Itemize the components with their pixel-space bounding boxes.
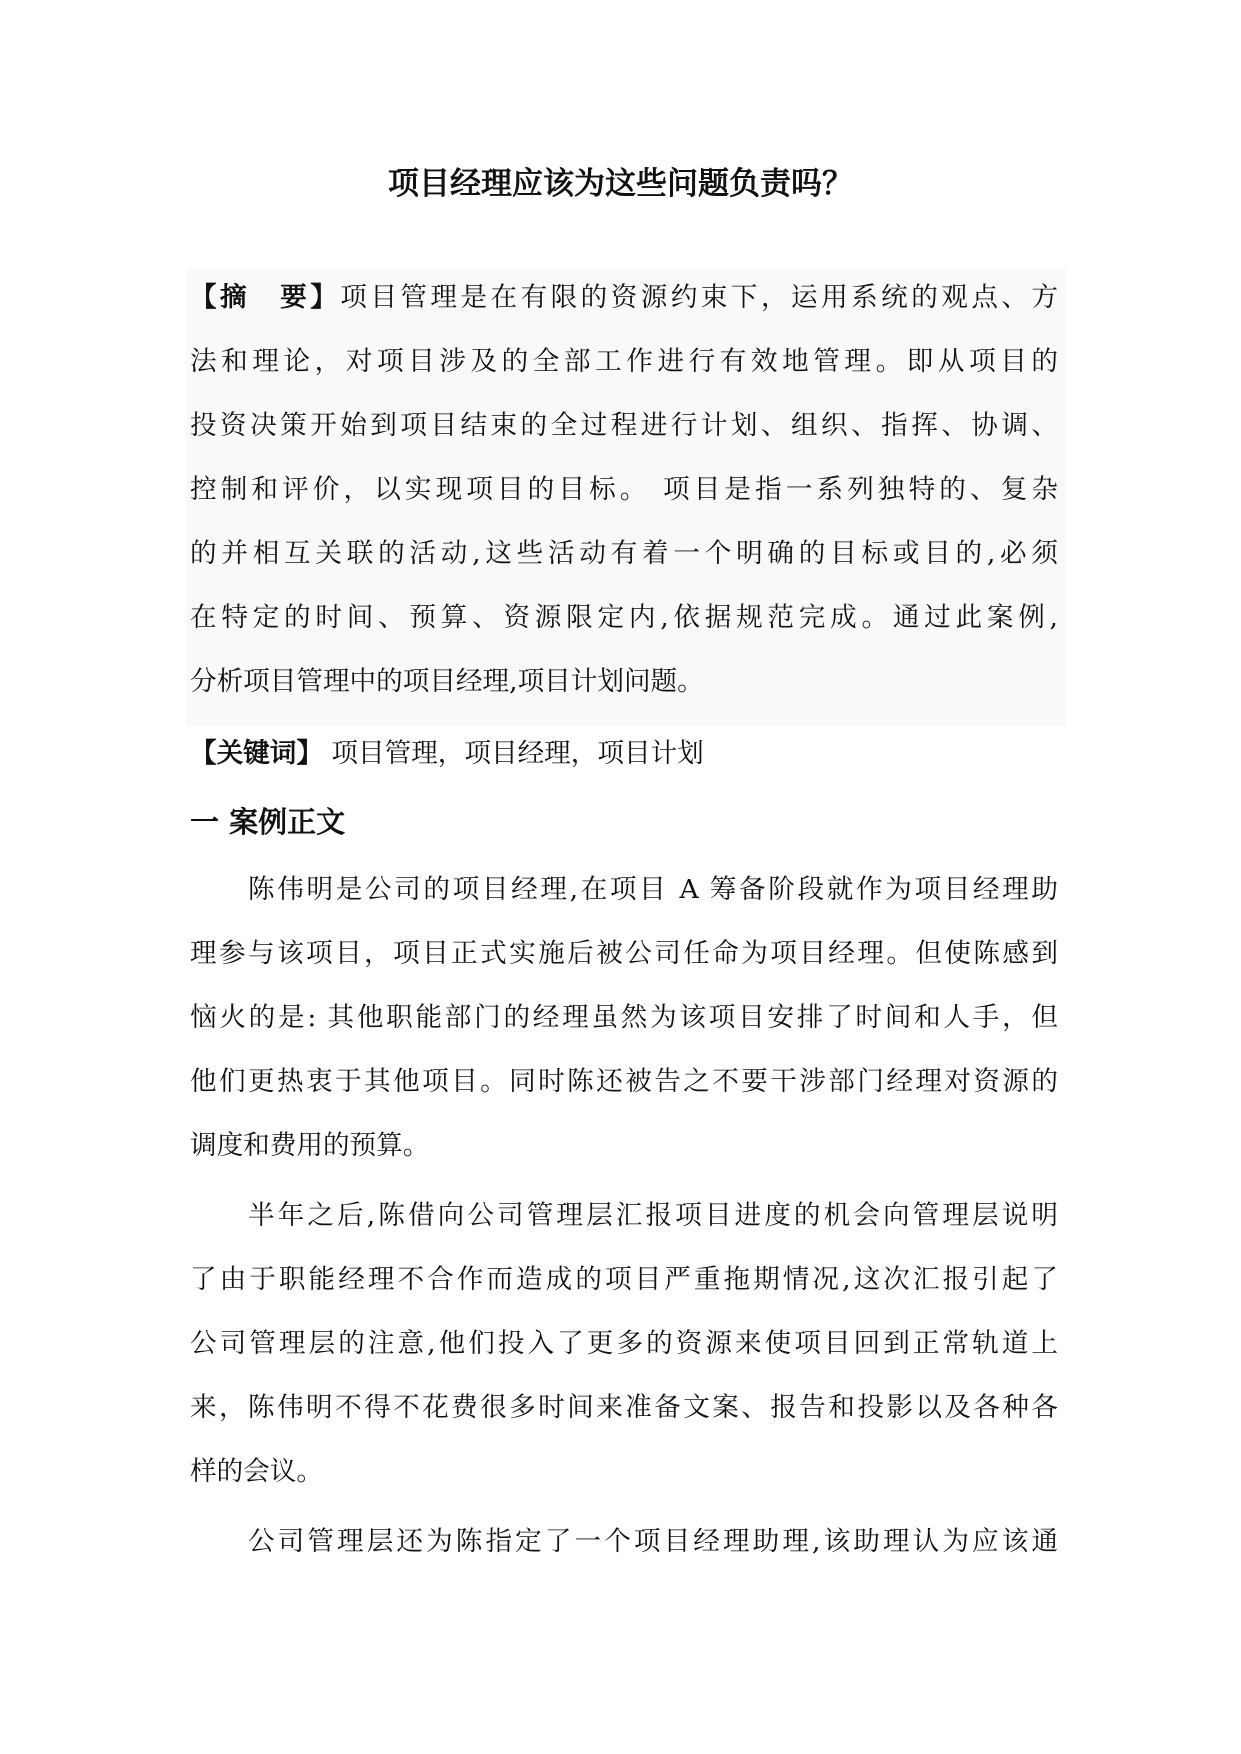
abstract-line-3: 投资决策开始到项目结束的全过程进行计划、组织、指挥、协调、 — [190, 410, 1058, 441]
section-heading: 一 案例正文 — [190, 805, 346, 839]
paragraph-2-line-2: 了由于职能经理不合作而造成的项目严重拖期情况,这次汇报引起了 — [190, 1264, 1058, 1295]
paragraph-2-line-1: 半年之后,陈借向公司管理层汇报项目进度的机会向管理层说明 — [248, 1200, 1058, 1231]
abstract-line-2: 法和理论，对项目涉及的全部工作进行有效地管理。即从项目的 — [190, 346, 1058, 377]
abstract-line-7: 分析项目管理中的项目经理,项目计划问题。 — [190, 666, 704, 697]
abstract-line-4: 控制和评价，以实现项目的目标。 项目是指一系列独特的、复杂 — [190, 474, 1058, 505]
paragraph-1-line-5: 调度和费用的预算。 — [190, 1130, 430, 1161]
keywords-label: 【关键词】 — [190, 738, 323, 769]
paragraph-1-line-2: 理参与该项目，项目正式实施后被公司任命为项目经理。但使陈感到 — [190, 938, 1058, 969]
paragraph-1-line-4: 他们更热衷于其他项目。同时陈还被告之不要干涉部门经理对资源的 — [190, 1066, 1058, 1097]
paragraph-3-line-1: 公司管理层还为陈指定了一个项目经理助理,该助理认为应该通 — [248, 1526, 1058, 1557]
paragraph-2-line-3: 公司管理层的注意,他们投入了更多的资源来使项目回到正常轨道上 — [190, 1328, 1058, 1359]
paragraph-1-line-3: 恼火的是: 其他职能部门的经理虽然为该项目安排了时间和人手，但 — [190, 1002, 1058, 1033]
abstract-label: 【摘 要】 — [190, 282, 341, 313]
keywords-line — [190, 722, 704, 786]
abstract-line-1 — [190, 266, 1058, 330]
keywords-text: 项目管理，项目经理，项目计划 — [322, 738, 704, 769]
page-title: 项目经理应该为这些问题负责吗？ — [388, 166, 853, 202]
abstract-line-5: 的并相互关联的活动,这些活动有着一个明确的目标或目的,必须 — [190, 538, 1058, 569]
paragraph-2-line-5: 样的会议。 — [190, 1456, 323, 1487]
abstract-line-6: 在特定的时间、预算、资源限定内,依据规范完成。通过此案例, — [190, 602, 1058, 633]
abstract-text-1: 项目管理是在有限的资源约束下，运用系统的观点、方 — [340, 282, 1059, 313]
paragraph-2-line-4: 来，陈伟明不得不花费很多时间来准备文案、报告和投影以及各种各 — [190, 1392, 1058, 1423]
paragraph-1-line-1: 陈伟明是公司的项目经理,在项目 A 筹备阶段就作为项目经理助 — [248, 874, 1058, 905]
